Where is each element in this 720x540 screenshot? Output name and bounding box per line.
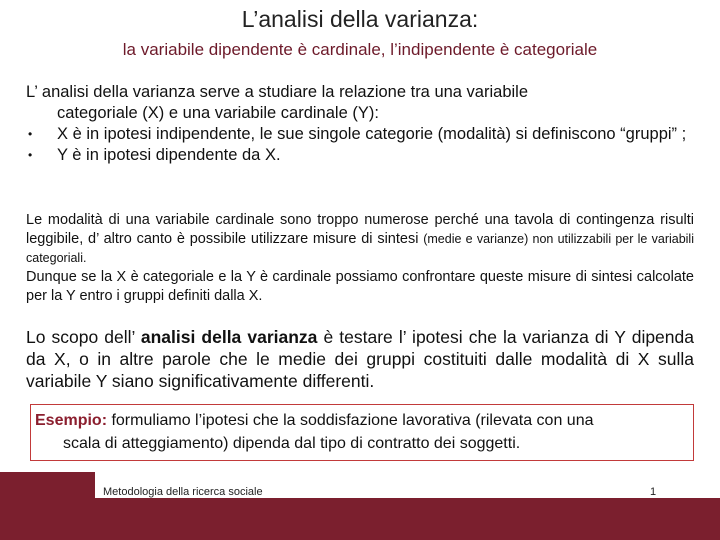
slide-subtitle: la variabile dipendente è cardinale, l’indipendente è categoriale — [122, 40, 598, 59]
footer — [0, 472, 720, 540]
para3-bold: analisi della varianza — [140, 327, 318, 347]
bullet-text: Y è in ipotesi dipendente da X. — [57, 146, 281, 164]
example-label: Esempio: — [35, 412, 108, 429]
bullet-text: X è in ipotesi indipendente, le sue singole categorie (modalità) si definiscono “gruppi” ; — [57, 125, 687, 143]
para2-text-small: (medie e varianze) non utilizzabili per le variabili categoriali. — [26, 232, 694, 265]
example-box — [30, 404, 694, 461]
intro-block — [26, 82, 694, 166]
paragraph-scopo — [26, 326, 694, 392]
example-line1: formuliamo l’ipotesi che la soddisfazione lavorativa (rilevata con una — [107, 412, 594, 429]
para2-text-b: Dunque se la X è categoriale e la Y è cardinale possiamo confrontare queste misure di sintesi calcolate per la Y entro i gruppi definiti dalla X. — [26, 269, 694, 304]
paragraph-modalita — [26, 211, 694, 306]
bullet-icon: • — [28, 148, 33, 162]
footer-course: Metodologia della ricerca sociale — [103, 486, 263, 498]
bullet-icon: • — [28, 127, 33, 141]
footer-band — [0, 498, 720, 540]
bullet-item — [26, 124, 694, 145]
example-line2: scala di atteggiamento) dipenda dal tipo di contratto dei soggetti. — [63, 435, 521, 452]
para2-text-a: Le modalità di una variabile cardinale sono troppo numerose perché una tavola di contingenza risulti leggibile, d’ altro canto è possibile utilizzare misure di sintesi — [26, 212, 694, 247]
page-number: 1 — [650, 486, 657, 498]
slide-title: L’analisi della varianza: — [241, 6, 479, 32]
intro-lead — [26, 82, 694, 124]
intro-lead-line2: categoriale (X) e una variabile cardinale (Y): — [57, 104, 379, 122]
intro-lead-line1: L’ analisi della varianza serve a studiare la relazione tra una variabile — [26, 83, 529, 101]
footer-accent-block — [0, 472, 95, 498]
bullet-item — [26, 145, 694, 166]
para3-after: è testare l’ ipotesi che la varianza di Y dipenda da X, o in altre parole che le medie dei gruppi costituiti dalle modalità di X sulla variabile Y siano significativamente differenti. — [26, 327, 694, 391]
para3-before: Lo scopo dell’ — [26, 327, 141, 347]
